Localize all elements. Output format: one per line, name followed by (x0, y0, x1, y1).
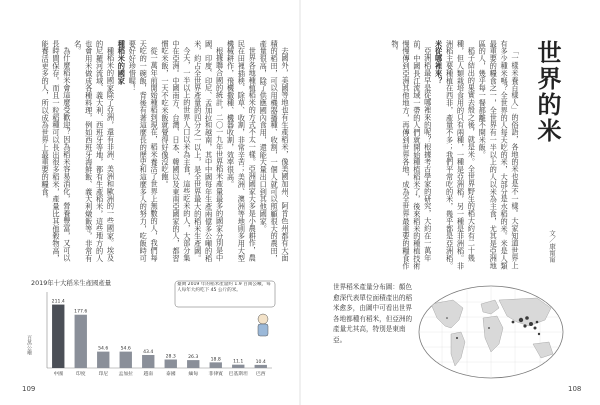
chart-data-label: 10.4 (255, 359, 266, 365)
chart-bar (232, 365, 244, 368)
map-caption: 世界稻米產量分布圖：顏色愈深代表單位面積產出的稻米愈多，由圖中可看出世界各地都種有稻米，但亞洲的產量尤其高，特別是東南亞。 (333, 283, 413, 344)
chart-ylabel: 百萬公噸 (26, 335, 32, 355)
chart-bar (120, 352, 132, 368)
page-number-left: 109 (22, 385, 36, 393)
chart-bar (165, 360, 177, 368)
chart-data-label: 26.3 (188, 355, 199, 361)
chart-data-label: 18.8 (210, 357, 221, 363)
character-body (258, 324, 268, 336)
chart-category-label: 巴西 (255, 372, 266, 377)
chart-bar (97, 352, 109, 368)
world-rice-map (417, 282, 565, 382)
chart-bar (75, 315, 87, 368)
chart-category-label: 孟加拉 (118, 372, 133, 377)
page-gutter (299, 0, 301, 405)
article-author: 文／康甯甯 (548, 230, 556, 263)
chart-data-label: 11.1 (233, 359, 244, 365)
chart-category-label: 越南 (143, 372, 154, 377)
chart-data-label: 54.6 (120, 346, 131, 352)
paragraph: 今天，一半以上的世界人口以米為主食，這些吃米的人，大部分集中在亞洲。中國南方、台灣、日本、韓國以及東南亞國家的人，都習慣吃米飯，一天不吃米飯就覺得好像沒吃飽。 (161, 40, 192, 262)
paragraph: 「一樣米養百樣人」的俗語，各地的米也是不一樣。大家知道世界上有多少種米嗎？全世界的人每天吃的米，大部分是水稻的米。米是人類最重要的糧食之一，全世界有一半以上的人以米為主食，尤其是亞洲地區的人，幾乎每一餐都離不開米飯。 (478, 40, 520, 270)
chart-callout (177, 282, 273, 306)
chart-bar (187, 360, 199, 368)
chart-category-label: 菲律賓 (208, 372, 223, 377)
chart-bar (210, 362, 222, 368)
page-number-right: 108 (568, 385, 582, 393)
chart-category-label: 印尼 (98, 372, 109, 377)
paragraph: 從一萬年前開始種稻到現在，稻米養活了世界上無數的人，我們每天吃的一碗飯，背後有著這麼長的歷史和這麼多人的努力，吃飯時可要好好珍惜喔！ (128, 40, 160, 262)
chart-category-label: 中國 (53, 372, 64, 377)
article-title: 世界的米 (533, 40, 561, 144)
chart-data-label: 28.3 (165, 354, 176, 360)
chart-callout-text: 臺灣 2019 年的稻米產量約 1.9 百萬公噸，每人每年大約吃下 45 公斤的米。 (177, 282, 271, 294)
paragraph: 為什麼稻米會這麼受歡迎？因為稻米容易消化，營養豐富，又可以長時間保存。而且一粒稻種可以長出很多稻米，產量比其他穀物高，能養活更多的人，所以成為世界上最重要的糧食。 (41, 40, 72, 262)
chart-title: 2019年十大稻米生產國產量 (31, 279, 112, 287)
paragraph: 去國外，美國等地也有生產稻米，像美國加州、阿肯色州都有大面積的稻田，可以用機器播種、收割，一個人就可以照顧很大的農田，產量很高，除了供應國內食用，還能大量出口到其他國家。 (259, 40, 290, 262)
chart-category-label: 巴基斯坦 (228, 372, 248, 377)
chart-category-label: 泰國 (165, 372, 176, 377)
character-head (258, 314, 268, 324)
paragraph: 世界各地種植稻米的方式不太一樣。亞洲國家大多是小農耕作，農民在田裡插秧、除草、收割，非常辛苦；美洲、澳洲等地則多用大型機械耕作，飛機撒種、機器收割，效率很高。 (226, 40, 258, 262)
chart-data-label: 54.6 (98, 346, 109, 352)
paragraph: 根據聯合國的統計，二〇一九年世界稻米產量最多的國家分別是中國、印度、印尼、孟加拉和越南，其中中國每年生產兩億多公噸的稻米，約占全世界產量的四分之一以上，是全世界最大的稻米生產國。 (193, 40, 225, 262)
chart-data-label: 43.4 (143, 349, 154, 355)
chart-bar (52, 305, 64, 368)
section-heading: 種稻米的國家 (117, 40, 127, 85)
chart-data-label: 177.6 (74, 309, 88, 315)
paragraph: 亞洲稻最早是從哪裡來的呢？根據考古學家的研究，大約在一萬年前，中國長江流域一帶的人們就開始種植稻米了，後來稻米的種植技術慢慢傳到亞洲其他地方，再傳到世界各地，成為全世界最重要的糧食作物。 (391, 40, 433, 270)
chart-category-label: 印度 (75, 372, 86, 377)
chart-category-label: 緬甸 (188, 372, 199, 377)
chart-data-label: 211.4 (51, 299, 65, 305)
paragraph: 稻子結出的果實去殼之後，就是米。全世界野生的稻大約有二十幾種，但人類栽培食用的只有兩種，一種是亞洲稻，另一種是非洲稻。非洲稻主要種植在西非，產量不多；我們平常吃的米，幾乎都是亞洲稻。 (445, 40, 477, 270)
section-heading: 米從哪裡來？ (434, 40, 444, 85)
paragraph: 種稻米的國家除了亞洲，還有非洲、美洲和歐洲的一些國家。埃及的尼羅河流域、義大利、西班牙等地，都有生產稻米，這些地方的人也會用米做成各種料理，例如西班牙海鮮飯、義大利燉飯等，非常有名。 (73, 40, 116, 262)
chart-bar (142, 355, 154, 368)
left-body-text (25, 40, 290, 265)
rice-production-chart (25, 275, 280, 387)
right-body-text (330, 40, 520, 270)
chart-bar (255, 365, 267, 368)
